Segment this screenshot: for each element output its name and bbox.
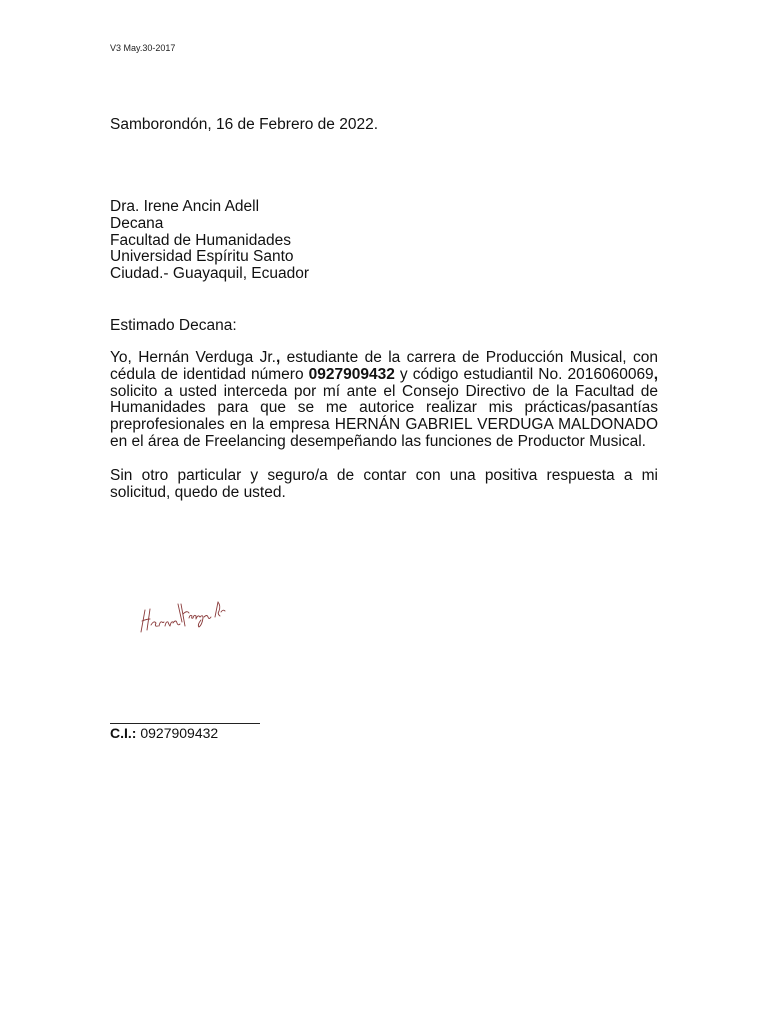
letter-date: Samborondón, 16 de Febrero de 2022. (110, 116, 378, 133)
request-text-3: y código estudiantil No. 2016060069 (394, 365, 654, 383)
ci-line (110, 725, 218, 741)
recipient-faculty: Facultad de Humanidades (110, 231, 291, 249)
request-text-2: estudiante de la carrera de Producción Musical, con cédula de identidad número (110, 349, 658, 383)
signature-line (110, 723, 260, 724)
ci-value: 0927909432 (136, 725, 219, 741)
recipient-university: Universidad Espíritu Santo (110, 248, 294, 266)
handwritten-signature (137, 592, 227, 640)
request-comma-2: , (653, 365, 658, 383)
request-comma-1: , (275, 349, 281, 366)
ci-label: C.I.: (110, 725, 137, 741)
id-number: 0927909432 (308, 365, 395, 383)
request-text-4: solicito a usted interceda por mí ante el Consejo Directivo de la Facultad de Humanidades para que se me autorice realizar mis prácticas/pasantías preprofesionales en la empresa HERNÁN GABRIEL VERDUGA MALDONADO en el área de Freelancing desempeñando las funciones de Productor Musical. (110, 382, 658, 450)
recipient-name: Dra. Irene Ancin Adell (110, 198, 260, 215)
request-text-1: Yo, Hernán Verduga Jr. (110, 349, 276, 366)
recipient-address (110, 199, 309, 283)
version-label: V3 May.30-2017 (110, 43, 176, 53)
recipient-city: Ciudad.- Guayaquil, Ecuador (110, 265, 310, 283)
request-paragraph (110, 350, 658, 451)
greeting: Estimado Decana: (110, 317, 237, 334)
closing-paragraph: Sin otro particular y seguro/a de contar con una positiva respuesta a mi solicitud, quedo de usted. (110, 467, 658, 501)
recipient-title: Decana (110, 214, 164, 232)
